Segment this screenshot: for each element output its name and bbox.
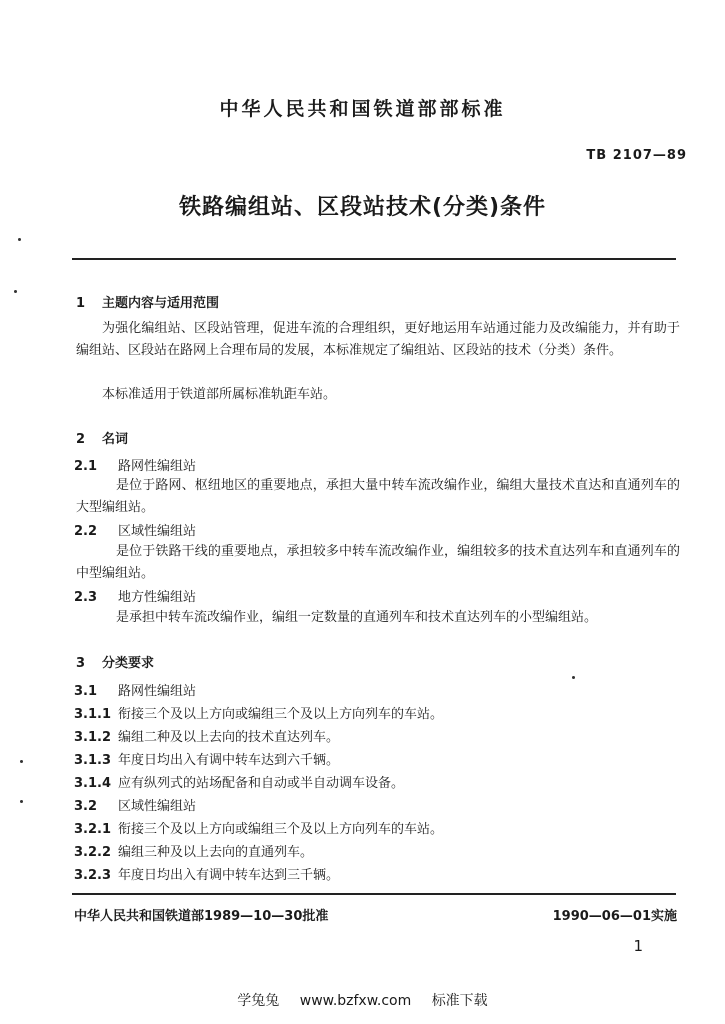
standard-number: TB 2107—89 bbox=[586, 148, 687, 163]
section-2-heading bbox=[76, 428, 128, 447]
scan-speck bbox=[20, 760, 23, 763]
clause-number: 3.2.2 bbox=[74, 845, 112, 860]
clause-text: 衔接三个及以上方向或编组三个及以上方向列车的车站。 bbox=[118, 707, 444, 722]
clause-3-1-1 bbox=[74, 703, 443, 722]
section-title: 分类要求 bbox=[102, 656, 155, 671]
definition-text: 是承担中转车流改编作业，编组一定数量的直通列车和技术直达列车的小型编组站。 bbox=[116, 610, 598, 625]
clause-text: 编组二种及以上去向的技术直达列车。 bbox=[118, 730, 340, 745]
clause-text: 应有纵列式的站场配备和自动或半自动调车设备。 bbox=[118, 776, 405, 791]
scan-speck bbox=[572, 676, 575, 679]
page-number: 1 bbox=[633, 937, 643, 955]
clause-3-1-2 bbox=[74, 726, 339, 745]
section-1-heading bbox=[76, 292, 219, 311]
clause-number: 3.1.4 bbox=[74, 776, 112, 791]
term-number: 2.3 bbox=[74, 590, 98, 605]
clause-number: 3.1.3 bbox=[74, 753, 112, 768]
definition-text: 是位于铁路干线的重要地点，承担较多中转车流改编作业，编组较多的技术直达列车和直通列车的中型编组站。 bbox=[76, 544, 680, 581]
watermark-label: 标准下载 bbox=[431, 993, 488, 1009]
section-title: 名词 bbox=[102, 432, 129, 447]
subsection-title: 区域性编组站 bbox=[118, 799, 197, 814]
clause-text: 年度日均出入有调中转车达到六千辆。 bbox=[118, 753, 340, 768]
subsection-number: 3.2 bbox=[74, 799, 98, 814]
footer-divider bbox=[72, 893, 676, 895]
download-watermark bbox=[0, 990, 725, 1010]
term-number: 2.2 bbox=[74, 524, 98, 539]
term-title: 路网性编组站 bbox=[118, 459, 197, 474]
definition-text: 是位于路网、枢纽地区的重要地点，承担大量中转车流改编作业，编组大量技术直达和直通列车的大型编组站。 bbox=[76, 478, 680, 515]
watermark-site-name: 学兔兔 bbox=[237, 993, 280, 1009]
header-divider bbox=[72, 258, 676, 260]
scan-speck bbox=[20, 800, 23, 803]
subsection-3-2-heading bbox=[74, 795, 196, 814]
term-2-3-heading bbox=[74, 586, 196, 605]
clause-3-1-3 bbox=[74, 749, 339, 768]
term-title: 地方性编组站 bbox=[118, 590, 197, 605]
subsection-number: 3.1 bbox=[74, 684, 98, 699]
term-2-1-definition bbox=[76, 475, 680, 519]
document-title: 铁路编组站、区段站技术(分类)条件 bbox=[178, 195, 547, 220]
clause-number: 3.2.3 bbox=[74, 868, 112, 883]
clause-number: 3.1.1 bbox=[74, 707, 112, 722]
section-number: 2 bbox=[76, 432, 86, 447]
clause-number: 3.1.2 bbox=[74, 730, 112, 745]
scan-speck bbox=[14, 290, 17, 293]
scan-speck bbox=[18, 238, 21, 241]
approval-line: 中华人民共和国铁道部1989—10—30批准 bbox=[74, 909, 329, 924]
section-number: 3 bbox=[76, 656, 86, 671]
term-2-2-heading bbox=[74, 520, 196, 539]
org-title: 中华人民共和国铁道部部标准 bbox=[219, 98, 506, 120]
effective-date: 1990—06—01实施 bbox=[552, 909, 677, 924]
section-1-paragraph-1: 为强化编组站、区段站管理，促进车流的合理组织，更好地运用车站通过能力及改编能力，并有助于编组站、区段站在路网上合理布局的发展，本标准规定了编组站、区段站的技术（分类）条件。 bbox=[76, 321, 680, 358]
section-number: 1 bbox=[76, 296, 86, 311]
subsection-title: 路网性编组站 bbox=[118, 684, 197, 699]
section-title: 主题内容与适用范围 bbox=[102, 296, 220, 311]
section-3-heading bbox=[76, 652, 154, 671]
term-number: 2.1 bbox=[74, 459, 98, 474]
clause-3-2-3 bbox=[74, 864, 339, 883]
clause-3-2-1 bbox=[74, 818, 443, 837]
term-title: 区域性编组站 bbox=[118, 524, 197, 539]
clause-3-1-4 bbox=[74, 772, 404, 791]
section-1-paragraph-2: 本标准适用于铁道部所属标准轨距车站。 bbox=[102, 387, 337, 402]
subsection-3-1-heading bbox=[74, 680, 196, 699]
term-2-2-definition bbox=[76, 541, 680, 585]
clause-3-2-2 bbox=[74, 841, 313, 860]
clause-number: 3.2.1 bbox=[74, 822, 112, 837]
term-2-1-heading bbox=[74, 455, 196, 474]
clause-text: 衔接三个及以上方向或编组三个及以上方向列车的车站。 bbox=[118, 822, 444, 837]
clause-text: 编组三种及以上去向的直通列车。 bbox=[118, 845, 314, 860]
clause-text: 年度日均出入有调中转车达到三千辆。 bbox=[118, 868, 340, 883]
watermark-url[interactable]: www.bzfxw.com bbox=[299, 993, 412, 1009]
term-2-3-definition bbox=[76, 607, 680, 629]
